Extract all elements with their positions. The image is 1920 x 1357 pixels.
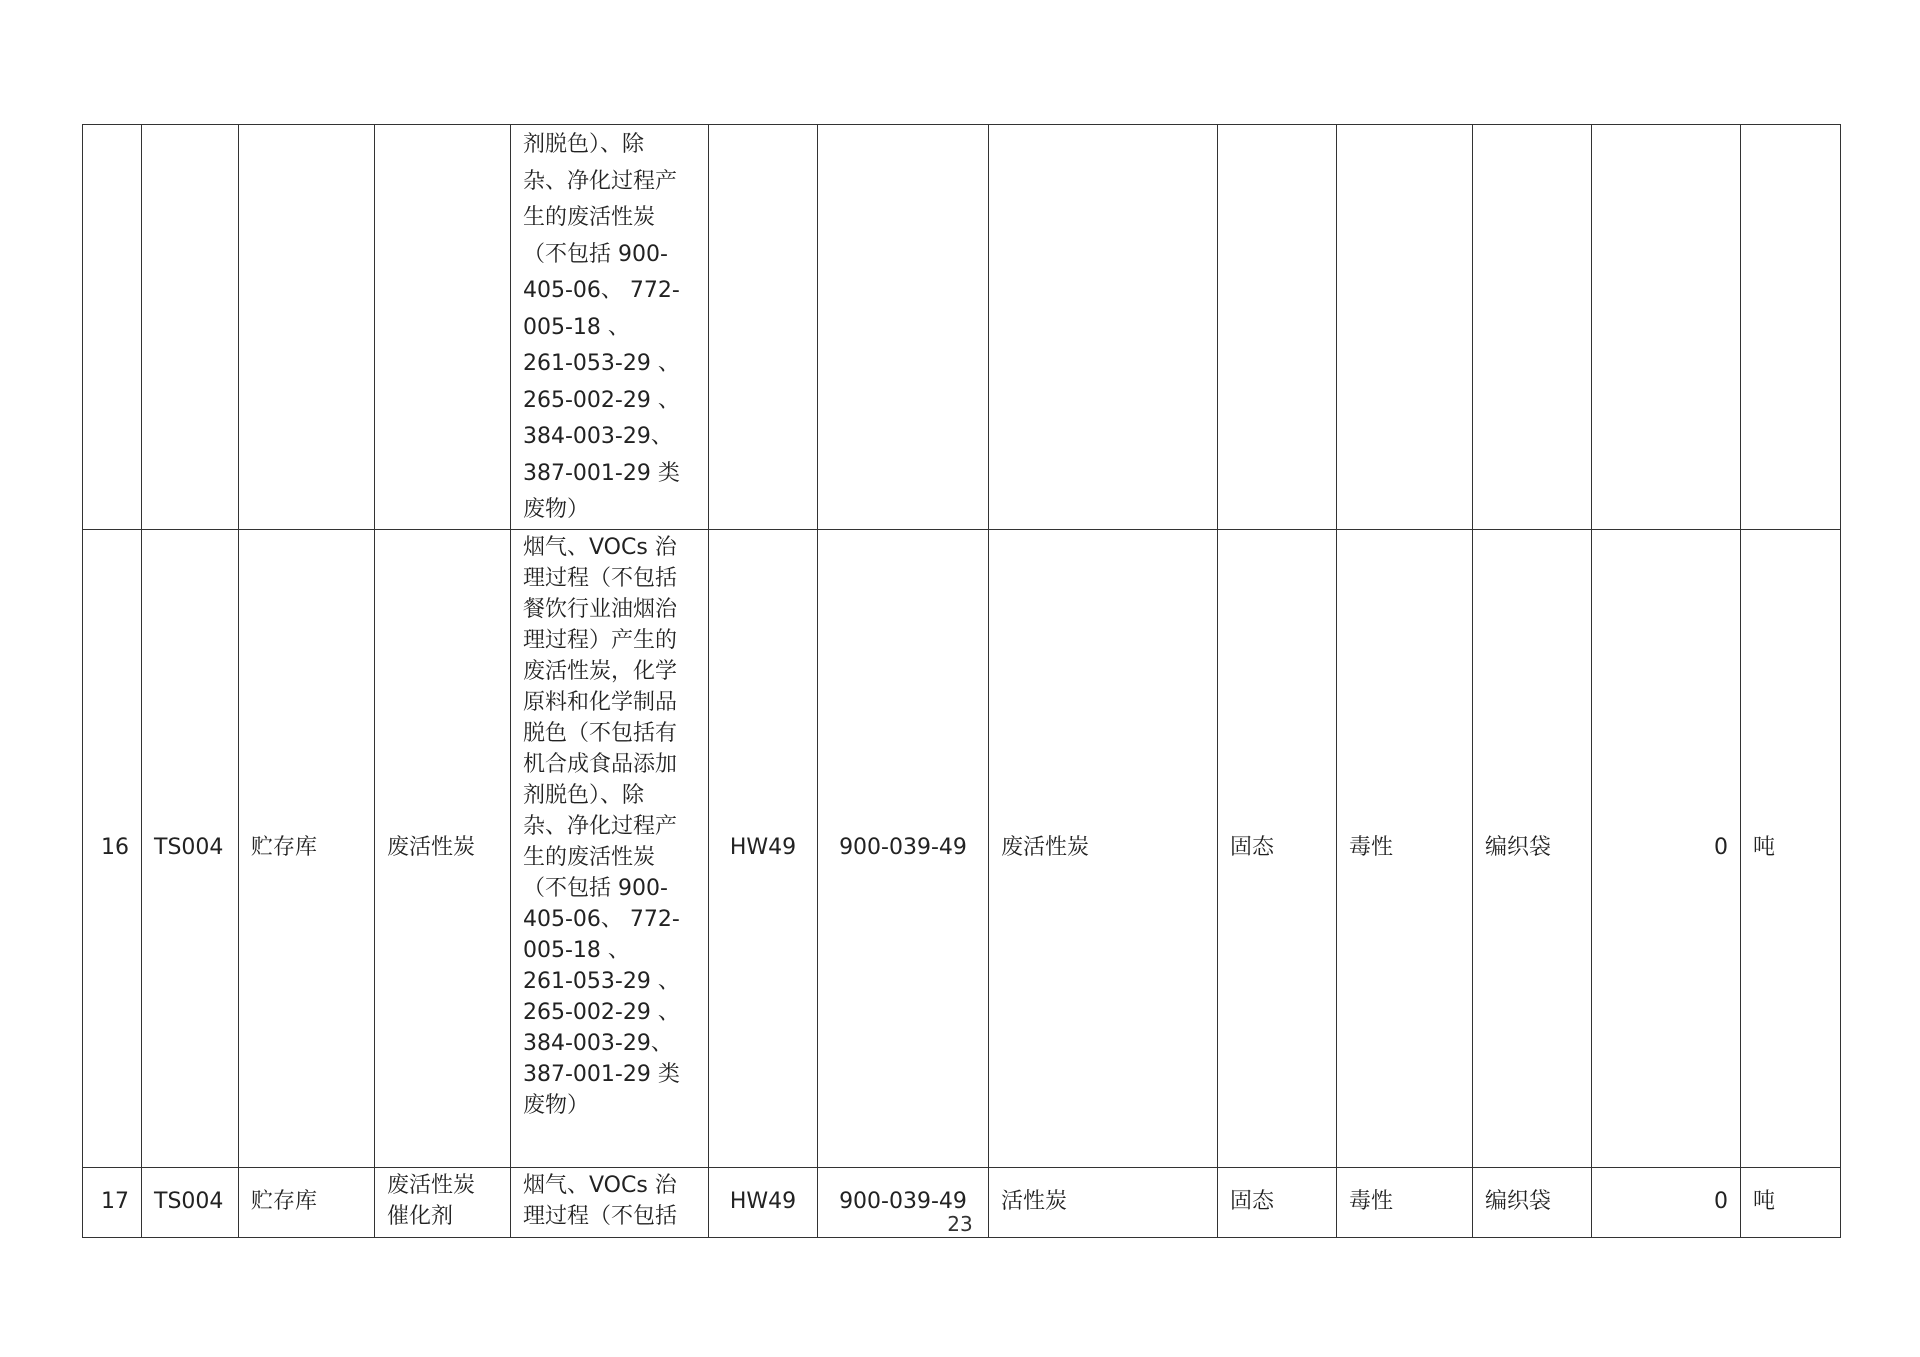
description-line: 384-003-29、 [523,424,673,449]
waste-name-line: 废活性炭 [387,1172,476,1198]
hazardous-component-cell: 废活性炭 [989,529,1218,1167]
category-cell [709,125,818,530]
description-line: 剂脱色）、除 [523,782,645,808]
waste-code-cell: 900-039-49 [818,1167,989,1237]
description-line: 265-002-29 、 [523,387,680,413]
description-line: 原料和化学制品 [523,689,678,715]
hazardous-component-cell: 活性炭 [989,1167,1218,1237]
packaging-cell: 编织袋 [1473,1167,1592,1237]
description-line: 生的废活性炭 [523,205,656,230]
description-line: 剂脱色）、除 [523,132,645,157]
description-line: 烟气、VOCs 治 [523,1172,677,1198]
description-line: 261-053-29 、 [523,351,680,376]
hazardous-component-cell [989,125,1218,530]
description-line: 生的废活性炭 [523,844,656,870]
quantity-cell [1592,125,1741,530]
packaging-cell: 编织袋 [1473,529,1592,1167]
description-line: 杂、净化过程产 [523,168,678,194]
seq-cell: 17 [83,1167,142,1237]
facility-cell [239,125,375,530]
waste-code-cell: 900-039-49 [818,529,989,1167]
description-line: （不包括 900- [523,875,668,901]
table-row [83,125,1841,530]
quantity-cell: 0 [1592,1167,1741,1237]
quantity-cell: 0 [1592,529,1741,1167]
description-cell [511,125,709,530]
description-cell [511,529,709,1167]
description-line: 餐饮行业油烟治 [523,596,678,622]
description-line: 理过程（不包括 [523,1203,678,1229]
category-cell: HW49 [709,1167,818,1237]
description-line: 261-053-29 、 [523,968,680,994]
hazard-cell: 毒性 [1337,529,1473,1167]
waste-name-line: 催化剂 [387,1203,454,1229]
unit-cell [1741,125,1841,530]
packaging-cell [1473,125,1592,530]
waste-name-cell: 废活性炭 [375,529,511,1167]
waste-table [82,124,1841,1238]
form-cell [1218,125,1337,530]
description-line: 理过程）产生的 [523,627,678,653]
description-line: 烟气、VOCs 治 [523,534,677,560]
description-line: 384-003-29、 [523,1030,673,1056]
description-line: 405-06、 772- [523,906,680,932]
description-line: （不包括 900- [523,241,668,267]
facility-cell: 贮存库 [239,529,375,1167]
description-line: 405-06、 772- [523,278,680,303]
description-line: 机合成食品添加 [523,751,678,777]
description-line: 废物） [523,1092,590,1118]
description-line: 387-001-29 类 [523,460,680,486]
description-line: 265-002-29 、 [523,999,680,1025]
description-line: 理过程（不包括 [523,565,678,591]
description-line: 脱色（不包括有 [523,720,678,746]
description-line: 杂、净化过程产 [523,813,678,839]
description-line: 387-001-29 类 [523,1061,680,1087]
hazard-cell: 毒性 [1337,1167,1473,1237]
code-cell: TS004 [142,1167,239,1237]
code-cell: TS004 [142,529,239,1167]
seq-cell [83,125,142,530]
waste-code-cell [818,125,989,530]
description-line: 005-18 、 [523,314,630,340]
facility-cell: 贮存库 [239,1167,375,1237]
form-cell: 固态 [1218,529,1337,1167]
waste-name-cell [375,125,511,530]
description-line: 005-18 、 [523,937,630,963]
description-line: 废物） [523,497,590,522]
description-line: 废活性炭，化学 [523,658,678,684]
seq-cell: 16 [83,529,142,1167]
code-cell [142,125,239,530]
category-cell: HW49 [709,529,818,1167]
page-number: 23 [947,1212,973,1236]
table-row [83,529,1841,1167]
unit-cell: 吨 [1741,1167,1841,1237]
hazard-cell [1337,125,1473,530]
form-cell: 固态 [1218,1167,1337,1237]
unit-cell: 吨 [1741,529,1841,1167]
